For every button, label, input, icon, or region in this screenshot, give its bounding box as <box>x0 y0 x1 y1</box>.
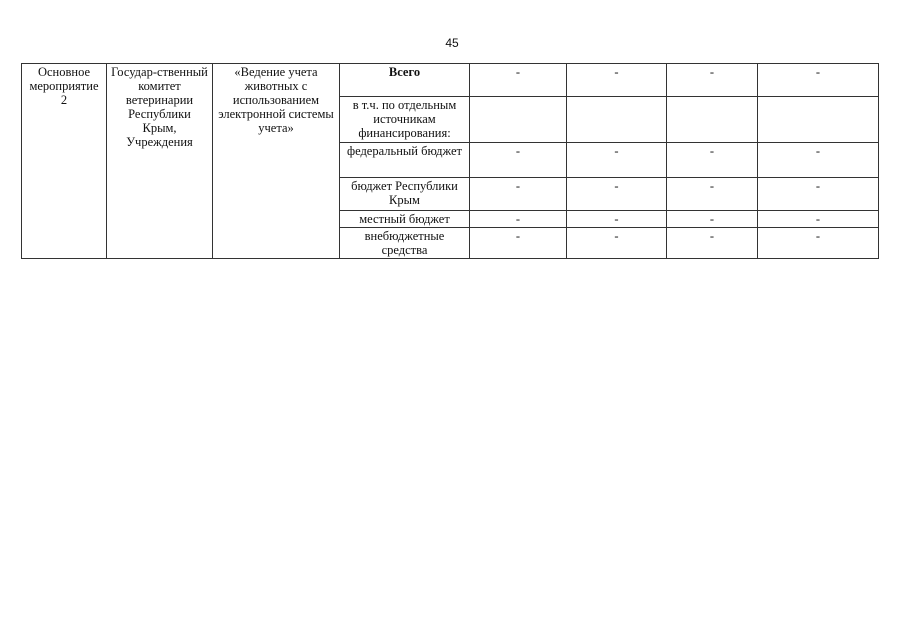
row-label-federal-budget: федеральный бюджет <box>340 143 470 178</box>
value-cell: - <box>470 228 567 259</box>
value-cell: - <box>470 64 567 97</box>
value-cell: - <box>470 178 567 211</box>
page-number: 45 <box>445 36 459 50</box>
value-cell: - <box>667 143 758 178</box>
value-cell <box>758 97 879 143</box>
value-cell: - <box>758 211 879 228</box>
value-cell: - <box>758 178 879 211</box>
funding-table <box>21 63 879 259</box>
table-row <box>22 64 879 97</box>
value-cell: - <box>567 64 667 97</box>
value-cell <box>667 97 758 143</box>
value-cell: - <box>667 64 758 97</box>
value-cell: - <box>667 228 758 259</box>
row-label-including: в т.ч. по отдельным источникам финансирования: <box>340 97 470 143</box>
row-label-local-budget: местный бюджет <box>340 211 470 228</box>
measure-cell: Основное мероприятие 2 <box>22 64 107 259</box>
value-cell: - <box>567 211 667 228</box>
value-cell <box>567 97 667 143</box>
value-cell: - <box>758 228 879 259</box>
row-label-total: Всего <box>340 64 470 97</box>
value-cell: - <box>567 143 667 178</box>
value-cell: - <box>567 178 667 211</box>
value-cell: - <box>667 211 758 228</box>
value-cell: - <box>758 64 879 97</box>
value-cell: - <box>470 211 567 228</box>
executor-cell: Государ-ственный комитет ветеринарии Республики Крым, Учреждения <box>107 64 213 259</box>
row-label-extra-budgetary: внебюджетные средства <box>340 228 470 259</box>
measure-name-cell: «Ведение учета животных с использованием электронной системы учета» <box>213 64 340 259</box>
value-cell: - <box>567 228 667 259</box>
value-cell <box>470 97 567 143</box>
row-label-republic-budget: бюджет Республики Крым <box>340 178 470 211</box>
value-cell: - <box>667 178 758 211</box>
value-cell: - <box>470 143 567 178</box>
value-cell: - <box>758 143 879 178</box>
